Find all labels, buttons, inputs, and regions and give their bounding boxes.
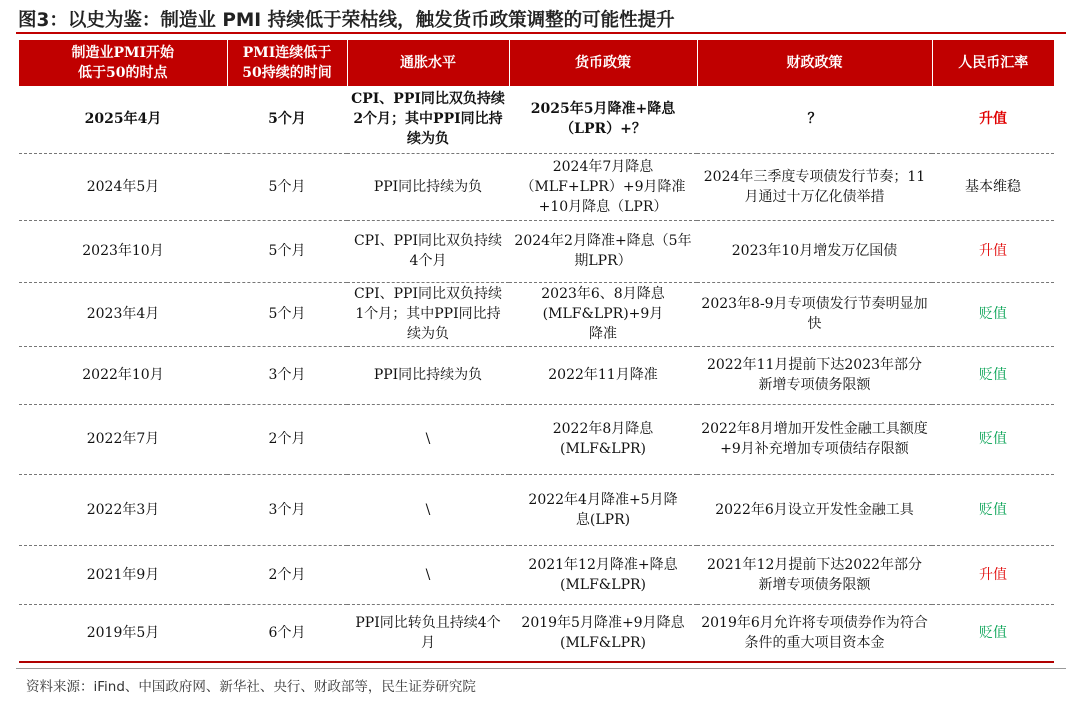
table-row: [19, 346, 1054, 404]
cell-fiscal: 2024年三季度专项债发行节奏；11月通过十万亿化债举措: [697, 153, 932, 220]
cell-monetary: 2022年8月降息(MLF&LPR): [509, 404, 697, 474]
cell-fiscal: 2021年12月提前下达2022年部分新增专项债务限额: [697, 545, 932, 604]
cell-inflation: \: [347, 545, 509, 604]
cell-fx: 升值: [932, 220, 1054, 282]
header-inflation: 通胀水平: [347, 40, 509, 86]
cell-duration: 5个月: [227, 220, 347, 282]
cell-inflation: PPI同比持续为负: [347, 153, 509, 220]
table-row: [19, 545, 1054, 604]
cell-inflation: CPI、PPI同比双负持续1个月；其中PPI同比持续为负: [347, 282, 509, 346]
header-start-date: 制造业PMI开始低于50的时点: [19, 40, 227, 86]
cell-inflation: PPI同比转负且持续4个月: [347, 604, 509, 662]
cell-fiscal: 2023年10月增发万亿国债: [697, 220, 932, 282]
table-row: [19, 282, 1054, 346]
table-row: [19, 86, 1054, 153]
cell-fx: 基本维稳: [932, 153, 1054, 220]
header-duration: PMI连续低于50持续的时间: [227, 40, 347, 86]
header-fx: 人民币汇率: [932, 40, 1054, 86]
table-row: [19, 220, 1054, 282]
cell-duration: 3个月: [227, 346, 347, 404]
cell-fx: 升值: [932, 545, 1054, 604]
cell-monetary: 2024年7月降息（MLF+LPR）+9月降准+10月降息（LPR）: [509, 153, 697, 220]
cell-fiscal: 2022年11月提前下达2023年部分新增专项债务限额: [697, 346, 932, 404]
cell-inflation: \: [347, 474, 509, 545]
cell-duration: 3个月: [227, 474, 347, 545]
cell-monetary: 2021年12月降准+降息(MLF&LPR): [509, 545, 697, 604]
cell-start: 2025年4月: [19, 86, 227, 153]
table-row: [19, 153, 1054, 220]
table-header-row: [19, 40, 1054, 86]
cell-duration: 2个月: [227, 404, 347, 474]
source-note: 资料来源：iFind、中国政府网、新华社、央行、财政部等，民生证券研究院: [26, 679, 476, 695]
table-row: [19, 474, 1054, 545]
cell-inflation: CPI、PPI同比双负持续2个月；其中PPI同比持续为负: [347, 86, 509, 153]
cell-inflation: CPI、PPI同比双负持续4个月: [347, 220, 509, 282]
cell-fx: 贬值: [932, 346, 1054, 404]
cell-monetary: 2022年4月降准+5月降息(LPR): [509, 474, 697, 545]
cell-fx: 贬值: [932, 604, 1054, 662]
cell-duration: 5个月: [227, 86, 347, 153]
cell-fx: 贬值: [932, 474, 1054, 545]
cell-fiscal: 2023年8-9月专项债发行节奏明显加快: [697, 282, 932, 346]
cell-fx: 升值: [932, 86, 1054, 153]
cell-start: 2019年5月: [19, 604, 227, 662]
header-monetary: 货币政策: [509, 40, 697, 86]
cell-fiscal: 2019年6月允许将专项债券作为符合条件的重大项目资本金: [697, 604, 932, 662]
table-row: [19, 604, 1054, 662]
cell-duration: 5个月: [227, 153, 347, 220]
cell-start: 2023年4月: [19, 282, 227, 346]
title-rule: [16, 32, 1066, 34]
cell-monetary: 2023年6、8月降息(MLF&LPR)+9月降准: [509, 282, 697, 346]
cell-fx: 贬值: [932, 404, 1054, 474]
cell-inflation: \: [347, 404, 509, 474]
source-rule: [16, 668, 1066, 669]
cell-start: 2022年10月: [19, 346, 227, 404]
cell-monetary: 2019年5月降准+9月降息(MLF&LPR): [509, 604, 697, 662]
cell-fiscal: ？: [697, 86, 932, 153]
cell-inflation: PPI同比持续为负: [347, 346, 509, 404]
cell-monetary: 2025年5月降准+降息（LPR）+？: [509, 86, 697, 153]
cell-start: 2024年5月: [19, 153, 227, 220]
table-row: [19, 404, 1054, 474]
cell-duration: 5个月: [227, 282, 347, 346]
cell-monetary: 2022年11月降准: [509, 346, 697, 404]
cell-fiscal: 2022年6月设立开发性金融工具: [697, 474, 932, 545]
cell-monetary: 2024年2月降准+降息（5年期LPR）: [509, 220, 697, 282]
figure-title: 图3：以史为鉴：制造业 PMI 持续低于荣枯线，触发货币政策调整的可能性提升: [18, 10, 675, 31]
cell-start: 2023年10月: [19, 220, 227, 282]
policy-table: [19, 40, 1054, 663]
cell-start: 2022年7月: [19, 404, 227, 474]
cell-fx: 贬值: [932, 282, 1054, 346]
cell-duration: 6个月: [227, 604, 347, 662]
cell-duration: 2个月: [227, 545, 347, 604]
cell-start: 2021年9月: [19, 545, 227, 604]
cell-start: 2022年3月: [19, 474, 227, 545]
header-fiscal: 财政政策: [697, 40, 932, 86]
cell-fiscal: 2022年8月增加开发性金融工具额度+9月补充增加专项债结存限额: [697, 404, 932, 474]
